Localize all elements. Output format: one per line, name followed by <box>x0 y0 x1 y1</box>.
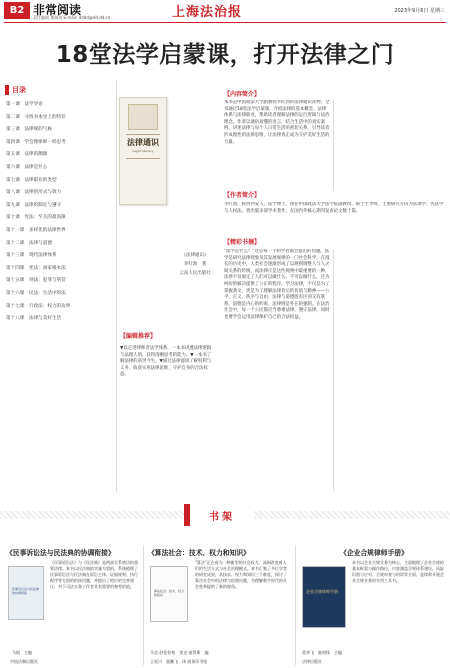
toc-item: 第十二课 法律与道德 <box>6 240 52 246</box>
bookshelf-banner <box>0 500 450 530</box>
intro-heading: 【内容简介】 <box>224 91 261 98</box>
page-number-badge: B2 <box>4 2 30 19</box>
masthead-rule <box>4 22 446 23</box>
book-name: 《法律通识》 <box>181 253 209 258</box>
toc-item: 第八课 法律的形式与效力 <box>6 190 62 196</box>
toc-item: 第十八课 法律与美好生活 <box>6 316 62 322</box>
column-divider <box>116 80 117 492</box>
review-publisher: 中国法制出版社 <box>10 659 38 664</box>
toc-label: 目录 <box>12 85 26 94</box>
intro-text-cont <box>336 100 444 190</box>
cover-rule <box>126 134 160 135</box>
toc-item: 第七课 法律职业的类型 <box>6 177 57 183</box>
dateline: 2023年9月6日 星期三 <box>394 8 445 14</box>
review-author: 马根 主编 <box>12 650 32 655</box>
newspaper-logo: 上海法治报 <box>172 5 243 20</box>
review-title: 《企业合规律师手册》 <box>340 549 408 557</box>
review-publisher: 王延川 栗鹏飞 译 商务印书馆 <box>150 659 208 664</box>
review-author: 马克·舒伦伯格 里克·彼得斯 编 <box>150 650 209 655</box>
toc-item: 第十七课 行政法：权力的边界 <box>6 303 71 309</box>
book-publisher: 云南人民出版社 <box>179 271 211 276</box>
review-publisher: 法律出版社 <box>302 659 322 664</box>
toc-item: 第十三课 现代法律体系 <box>6 253 57 259</box>
intro-text: 本书是中国政法大学副教授李红勃的法律通识读物。全书通过18堂法学启蒙课，介绍法律的基本概念、法律体系与法律职业，帮助读者理解法律的运行逻辑与法治理念。作者以通俗易懂的语言，结合生活中的真实案例，讲述法律与每个人日常生活的密切关系，引导读者形成理性的法律思维，让法律真正成为守护美好生活的力量。 <box>224 100 330 145</box>
excerpt-heading: 【精彩书摘】 <box>224 239 261 246</box>
review-text: "算法"正在成为一种新型的社会权力，深刻改变着人们的生活方式与社会治理模式。本书汇集了多位学者的研究成果，从技术、权力和知识三个维度，探讨了算法社会中的法律与伦理问题，为理解数字时代的社会变革提供了新的视角。 <box>195 560 287 589</box>
review-title: 《民事诉讼法与民法典的协调衔接》 <box>6 549 115 557</box>
recommendation-text: ▼以走进律师者法学体系，一本书讲透法律逻辑与法理人情，获得清晰思考的能力。▼一本书了解法律的前世今生。▼通过法律漫谈了解权利与义务，收获实用法律思维，守护自身的合法权益。 <box>120 346 212 378</box>
cover-title: 法律通识 <box>127 137 159 147</box>
cover-rule <box>126 158 160 159</box>
column-divider <box>333 100 334 190</box>
masthead <box>0 0 450 22</box>
toc-item: 第十课 宪法：至关的最高限 <box>6 215 66 221</box>
column-divider <box>143 545 144 665</box>
review-author: 常李飞 陈明锋 主编 <box>302 650 342 655</box>
review-cover-title: 企业合规律师手册 <box>306 589 338 594</box>
toc-item: 第二课 寻找书本里上的特罚 <box>6 114 66 120</box>
review-cover <box>302 566 346 628</box>
toc-item: 第十五课 刑法：犯罪与刑罚 <box>6 278 66 284</box>
review-cover <box>8 566 44 620</box>
excerpt-text: "法学是什么？"这是每一个初学者都会提出的问题。法学是研究法律现象及其发展规律的一门社会科学。在漫长的历史中，人类社会逐渐形成了以规则调整人与人之间关系的传统，而法律正是这些规则中最重要的一种。法律不仅规定了人们可以做什么、不可以做什么，还为纠纷的解决提供了公正的程序。学习法律，不仅是为了掌握条文，更是为了理解法律背后的价值与精神——公平、正义、秩序与自由。法律与道德既有区别又有联系，道德是内心的约束，法律则是外在的强制。在法治社会中，每一个公民都应当尊重法律、遵守法律，同时也要学会运用法律保护自己的合法权益。 <box>224 249 330 320</box>
toc-item: 第九课 法律的制定与遵守 <box>6 202 62 208</box>
toc-item: 第十一课 多样化的法律世界 <box>6 227 66 233</box>
excerpt-text-cont <box>336 249 444 491</box>
toc-item: 第五课 法律的渊源 <box>6 152 48 158</box>
editor-credits: 责任编辑 黄瑞英 E-mail: dddd@dd.dd.cn <box>33 15 111 20</box>
cover-subtitle: Legal Literacy <box>132 149 154 153</box>
page-headline: 18堂法学启蒙课，打开法律之门 <box>55 42 395 68</box>
review-cover <box>150 566 188 622</box>
review-text: 《民事诉讼法》与《民法典》是两部关系密切的重要法律。本书以民法典的实施为契机，系统梳理了民事诉讼法与民法典在诉讼主体、证据规则、执行程序等方面的衔接问题，并提出了相应的完善建议，对于司法实务工作者具有重要的参考价值。 <box>50 560 138 589</box>
book-info <box>170 252 220 279</box>
toc-item: 第十四课 宪法：国家根本法 <box>6 265 66 271</box>
review-title: 《算法社会：技术、权力和知识》 <box>148 549 250 557</box>
toc-item: 第三课 法律规的气候 <box>6 127 52 133</box>
book-author: 李红勃 著 <box>183 262 207 267</box>
recommendation-heading: 【编辑推荐】 <box>120 333 157 340</box>
review-cover-title: 算法社会：技术、权力和知识 <box>154 589 185 597</box>
column-divider <box>295 545 296 665</box>
book-cover <box>119 97 167 205</box>
bookshelf-label: 书架 <box>184 504 254 526</box>
toc-item: 第一课 法学导论 <box>6 102 43 107</box>
section-title: 非常阅读 <box>33 3 82 17</box>
cover-illustration <box>128 104 158 130</box>
review-text: 本书以企业合规实务为核心，全面梳理了企业合规的基本框架与操作路径，内容涵盖合规体系建设、风险识别与应对、合规审查与培训等方面，是律师开展企业合规业务的实用工具书。 <box>352 560 444 583</box>
toc-item: 第六课 法律是什么 <box>6 164 48 170</box>
column-divider <box>333 249 334 491</box>
toc-marker <box>5 85 9 95</box>
author-heading: 【作者简介】 <box>224 192 261 199</box>
toc-item: 第十六课 民法：生活中的法 <box>6 290 66 296</box>
toc-list <box>6 101 114 328</box>
review-cover-title: 民事诉讼法与民法典的协调衔接 <box>12 587 40 595</box>
toc-item: 第四课 学会像律师一样思考 <box>6 139 66 145</box>
toc-heading <box>5 79 85 95</box>
author-text: 李红勃，陕西西安人，法学博士，现任中国政法大学法学院副教授、硕士生导师，主要研究方向为法理学、宪法学与人权法。曾出版多部学术著作，在国内外核心期刊发表论文数十篇。 <box>224 202 444 214</box>
